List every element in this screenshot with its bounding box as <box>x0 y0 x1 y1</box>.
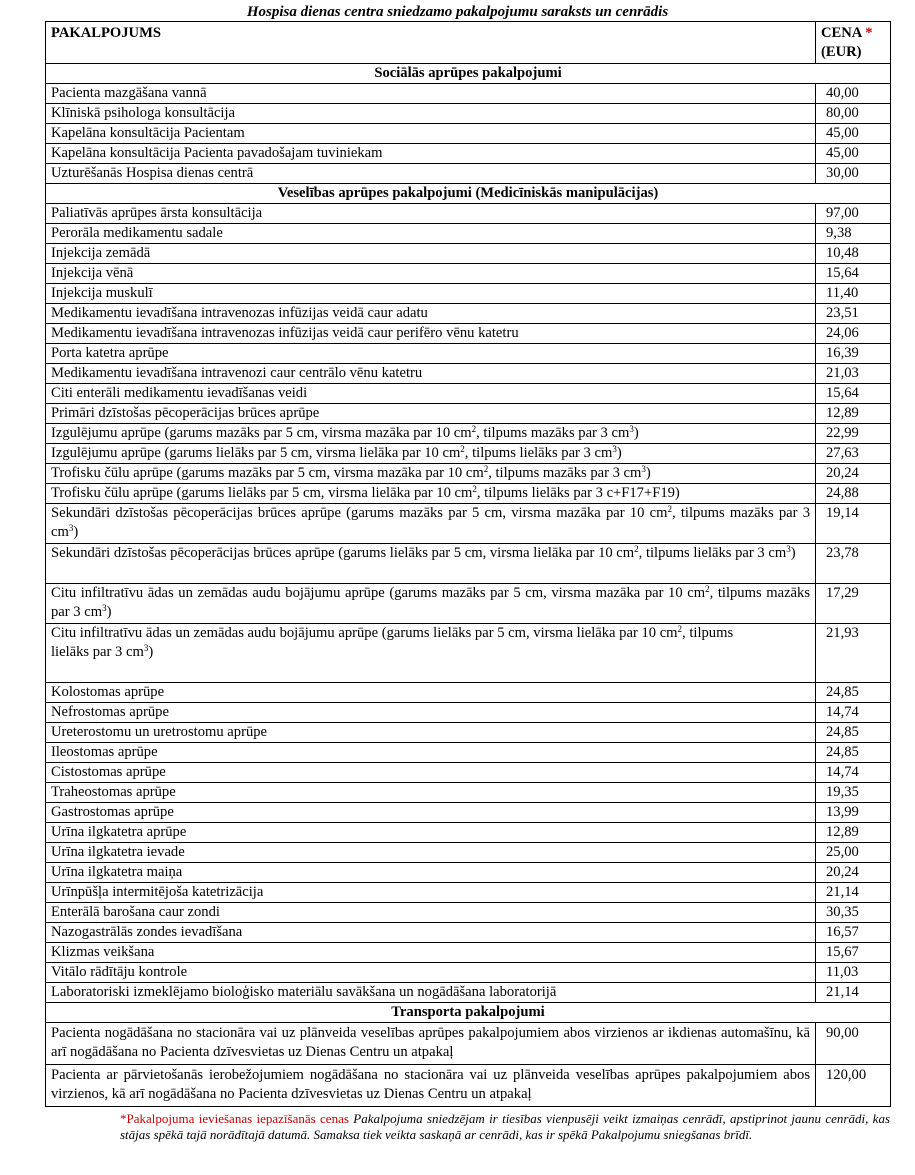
service-price: 17,29 <box>816 584 891 624</box>
service-name: Porta katetra aprūpe <box>46 344 816 364</box>
service-price: 21,14 <box>816 883 891 903</box>
service-name: Primāri dzīstošas pēcoperācijas brūces aprūpe <box>46 404 816 424</box>
document-title: Hospisa dienas centra sniedzamo pakalpojumu saraksts un cenrādis <box>246 4 669 20</box>
service-name: Vitālo rādītāju kontrole <box>46 963 816 983</box>
service-name: Traheostomas aprūpe <box>46 783 816 803</box>
service-price: 12,89 <box>816 823 891 843</box>
table-row <box>46 424 891 444</box>
service-name: Urīna ilgkatetra maiņa <box>46 863 816 883</box>
service-name: Urīna ilgkatetra aprūpe <box>46 823 816 843</box>
table-row <box>46 963 891 983</box>
table-row <box>46 903 891 923</box>
table-row <box>46 204 891 224</box>
service-price: 24,88 <box>816 484 891 504</box>
price-list-table <box>45 21 891 1107</box>
service-price: 45,00 <box>816 144 891 164</box>
table-row <box>46 943 891 963</box>
table-row <box>46 843 891 863</box>
text-part: , tilpums mazāks par 3 cm <box>51 505 810 540</box>
table-row <box>46 404 891 424</box>
table-row <box>46 84 891 104</box>
table-row <box>46 504 891 544</box>
table-row <box>46 284 891 304</box>
service-name: Cistostomas aprūpe <box>46 763 816 783</box>
service-name: Laboratoriski izmeklējamo bioloģisko materiālu savākšana un nogādāšana laboratorijā <box>46 983 816 1003</box>
service-price: 24,85 <box>816 683 891 703</box>
service-name: Injekcija muskulī <box>46 284 816 304</box>
table-row <box>46 783 891 803</box>
section-social <box>46 64 891 84</box>
text-part: Trofisku čūlu aprūpe (garums mazāks par 5 cm, virsma mazāka par 10 cm <box>51 465 484 481</box>
service-name: Pacienta mazgāšana vannā <box>46 84 816 104</box>
service-name: Urīna ilgkatetra ievade <box>46 843 816 863</box>
service-price: 45,00 <box>816 124 891 144</box>
service-name: Medikamentu ievadīšana intravenozas infūzijas veidā caur adatu <box>46 304 816 324</box>
table-row <box>46 444 891 464</box>
service-price: 24,06 <box>816 324 891 344</box>
header-service: PAKALPOJUMS <box>46 22 816 64</box>
service-price: 120,00 <box>816 1065 891 1107</box>
table-row <box>46 264 891 284</box>
service-price: 97,00 <box>816 204 891 224</box>
text-part: , tilpums mazāks par 3 cm <box>51 585 810 620</box>
table-row <box>46 544 891 584</box>
text-part: Citu infiltratīvu ādas un zemādas audu bojājumu aprūpe (garums lielāks par 5 cm, virsma lielāka par 10 cm <box>51 625 678 641</box>
service-price: 40,00 <box>816 84 891 104</box>
table-row <box>46 723 891 743</box>
service-price: 13,99 <box>816 803 891 823</box>
service-price: 25,00 <box>816 843 891 863</box>
table-row <box>46 983 891 1003</box>
text-part: ) <box>633 425 639 441</box>
superscript: 3 <box>143 643 149 653</box>
table-row <box>46 164 891 184</box>
superscript: 2 <box>634 544 639 554</box>
superscript: 3 <box>641 464 646 474</box>
table-row <box>46 763 891 783</box>
service-name: Injekcija zemādā <box>46 244 816 264</box>
table-row <box>46 224 891 244</box>
superscript: 3 <box>786 544 791 554</box>
footnote <box>120 1111 890 1142</box>
service-price: 80,00 <box>816 104 891 124</box>
service-name <box>46 484 816 504</box>
service-name: Pacienta nogādāšana no stacionāra vai uz plānveida veselības aprūpes pakalpojumiem abos virzienos ar ikdienas automašīnu, kā arī nogādāšana no Pacienta dzīvesvietas uz Dienas Centru un atpakaļ <box>46 1023 816 1065</box>
service-name: Klizmas veikšana <box>46 943 816 963</box>
service-name <box>46 424 816 444</box>
superscript: 2 <box>667 504 672 514</box>
table-row <box>46 364 891 384</box>
service-price: 11,40 <box>816 284 891 304</box>
service-name: Kolostomas aprūpe <box>46 683 816 703</box>
superscript: 3 <box>102 603 107 613</box>
text-part: Trofisku čūlu aprūpe (garums lielāks par 5 cm, virsma lielāka par 10 cm <box>51 485 473 501</box>
service-price: 23,78 <box>816 544 891 584</box>
service-name: Kapelāna konsultācija Pacientam <box>46 124 816 144</box>
table-row <box>46 464 891 484</box>
table-row <box>46 244 891 264</box>
service-price: 30,35 <box>816 903 891 923</box>
service-price: 22,99 <box>816 424 891 444</box>
table-row <box>46 484 891 504</box>
service-price: 14,74 <box>816 703 891 723</box>
text-part: , tilpums lielāks par 3 cm <box>638 545 787 561</box>
table-row <box>46 104 891 124</box>
superscript: 2 <box>471 424 477 434</box>
price-asterisk: * <box>865 25 873 41</box>
table-row <box>46 923 891 943</box>
service-price: 16,57 <box>816 923 891 943</box>
service-price: 27,63 <box>816 444 891 464</box>
service-name: Pacienta ar pārvietošanās ierobežojumiem nogādāšana no stacionāra vai uz plānveida veselības aprūpes pakalpojumiem abos virzienos, kā arī nogādāšana no Pacienta dzīvesvietas uz Dienas Centru un atpakaļ <box>46 1065 816 1107</box>
superscript: 2 <box>705 584 710 594</box>
service-price: 16,39 <box>816 344 891 364</box>
service-price: 14,74 <box>816 763 891 783</box>
text-part: , tilpums mazāks par 3 cm <box>476 425 630 441</box>
service-price: 24,85 <box>816 743 891 763</box>
service-price: 21,03 <box>816 364 891 384</box>
service-name: Ileostomas aprūpe <box>46 743 816 763</box>
service-price: 9,38 <box>816 224 891 244</box>
service-name <box>46 444 816 464</box>
service-name: Medikamentu ievadīšana intravenozi caur centrālo vēnu katetru <box>46 364 816 384</box>
service-name: Injekcija vēnā <box>46 264 816 284</box>
service-name <box>46 624 816 683</box>
service-name: Nefrostomas aprūpe <box>46 703 816 723</box>
table-row <box>46 1023 891 1065</box>
superscript: 2 <box>460 444 465 454</box>
service-price: 21,14 <box>816 983 891 1003</box>
text-part: , tilpums <box>682 625 734 641</box>
text-part: , tilpums mazāks par 3 cm <box>488 465 642 481</box>
superscript: 2 <box>472 484 477 494</box>
superscript: 3 <box>629 424 634 434</box>
table-row <box>46 124 891 144</box>
service-name: Gastrostomas aprūpe <box>46 803 816 823</box>
text-part: Citu infiltratīvu ādas un zemādas audu bojājumu aprūpe (garums mazāks par 5 cm, virsma mazāka par 10 cm <box>51 585 706 601</box>
text-part: ) <box>790 545 796 561</box>
table-row <box>46 1065 891 1107</box>
table-row <box>46 324 891 344</box>
section-transport <box>46 1003 891 1023</box>
footnote-text: Pakalpojuma sniedzējam ir tiesības vienpusēji veikt izmaiņas cenrādī, apstiprinot jaunu cenrādi, kas stājas spēkā tajā norādītajā datumā. Samaksa tiek veikta saskaņā ar cenrādi, kas ir spēkā Pakalpojumu sniegšanas brīdī. <box>120 1111 891 1142</box>
superscript: 3 <box>68 523 74 533</box>
text-part: lielāks par 3 cm <box>51 644 144 660</box>
service-name: Nazogastrālās zondes ievadīšana <box>46 923 816 943</box>
service-price: 21,93 <box>816 624 891 683</box>
service-name <box>46 504 816 544</box>
service-price: 19,35 <box>816 783 891 803</box>
section-title: Veselības aprūpes pakalpojumi (Medicīniskās manipulācijas) <box>46 184 891 204</box>
service-price: 24,85 <box>816 723 891 743</box>
table-row <box>46 743 891 763</box>
service-price: 11,03 <box>816 963 891 983</box>
table-row <box>46 703 891 723</box>
text-part: ) <box>616 445 622 461</box>
service-name: Citi enterāli medikamentu ievadīšanas veidi <box>46 384 816 404</box>
service-name: Urīnpūšļa intermitējoša katetrizācija <box>46 883 816 903</box>
table-row <box>46 384 891 404</box>
section-title: Sociālās aprūpes pakalpojumi <box>46 64 891 84</box>
service-price: 15,67 <box>816 943 891 963</box>
service-name: Ureterostomu un uretrostomu aprūpe <box>46 723 816 743</box>
text-part: ) <box>73 524 79 540</box>
footnote-lead: *Pakalpojuma ieviešanas iepazīšanās cenas <box>120 1111 349 1126</box>
service-name: Perorāla medikamentu sadale <box>46 224 816 244</box>
service-name <box>46 544 816 584</box>
service-name: Klīniskā psihologa konsultācija <box>46 104 816 124</box>
section-title: Transporta pakalpojumi <box>46 1003 891 1023</box>
service-price: 15,64 <box>816 264 891 284</box>
superscript: 2 <box>677 624 683 634</box>
table-row <box>46 624 891 683</box>
text-part: ) <box>645 465 651 481</box>
superscript: 2 <box>483 464 489 474</box>
table-row <box>46 803 891 823</box>
service-name: Kapelāna konsultācija Pacienta pavadošajam tuviniekam <box>46 144 816 164</box>
service-price: 30,00 <box>816 164 891 184</box>
service-price: 20,24 <box>816 863 891 883</box>
service-price: 20,24 <box>816 464 891 484</box>
text-part: , tilpums lielāks par 3 cm <box>464 445 613 461</box>
section-health <box>46 184 891 204</box>
table-row <box>46 683 891 703</box>
service-price: 23,51 <box>816 304 891 324</box>
service-price: 90,00 <box>816 1023 891 1065</box>
service-name: Enterālā barošana caur zondi <box>46 903 816 923</box>
superscript: 3 <box>612 444 617 454</box>
text-part: , tilpums lielāks par 3 c+F17+F19) <box>476 485 680 501</box>
table-row <box>46 344 891 364</box>
service-price: 12,89 <box>816 404 891 424</box>
table-row <box>46 883 891 903</box>
service-name <box>46 584 816 624</box>
text-part: ) <box>106 604 112 620</box>
service-price: 19,14 <box>816 504 891 544</box>
text-part: Izgulējumu aprūpe (garums lielāks par 5 cm, virsma lielāka par 10 cm <box>51 445 461 461</box>
text-part: ) <box>148 644 154 660</box>
service-price: 10,48 <box>816 244 891 264</box>
service-name <box>46 464 816 484</box>
table-header-row <box>46 22 891 64</box>
table-row <box>46 584 891 624</box>
text-part: Sekundāri dzīstošas pēcoperācijas brūces aprūpe (garums lielāks par 5 cm, virsma lielāka par 10 cm <box>51 545 635 561</box>
table-row <box>46 863 891 883</box>
header-price: CENA * (EUR) <box>816 22 891 64</box>
service-price: 15,64 <box>816 384 891 404</box>
service-name: Uzturēšanās Hospisa dienas centrā <box>46 164 816 184</box>
service-name: Paliatīvās aprūpes ārsta konsultācija <box>46 204 816 224</box>
table-row <box>46 823 891 843</box>
table-row <box>46 304 891 324</box>
service-name: Medikamentu ievadīšana intravenozas infūzijas veidā caur perifēro vēnu katetru <box>46 324 816 344</box>
text-part: Sekundāri dzīstošas pēcoperācijas brūces aprūpe (garums mazāks par 5 cm, virsma mazāka par 10 cm <box>51 505 668 521</box>
text-part: Izgulējumu aprūpe (garums mazāks par 5 cm, virsma mazāka par 10 cm <box>51 425 472 441</box>
table-row <box>46 144 891 164</box>
